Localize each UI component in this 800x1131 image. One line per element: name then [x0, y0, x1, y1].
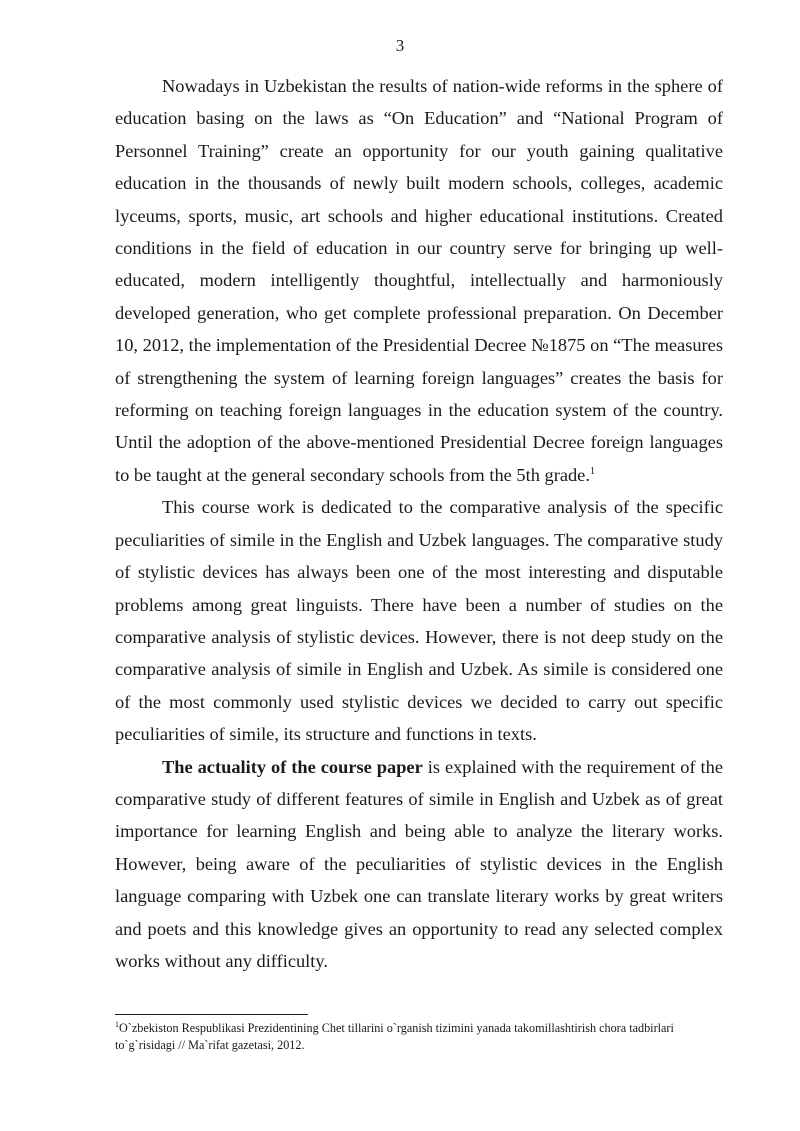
- paragraph-introduction: [115, 70, 723, 491]
- page-number: 3: [395, 36, 405, 55]
- paragraph-introduction-text: Nowadays in Uzbekistan the results of nation-wide reforms in the sphere of education basing on the laws as “On Education” and “National Program of Personnel Training” create an opportunity for our youth gaining qualitative education in the thousands of newly built modern schools, colleges, academic lyceums, sports, music, art schools and higher educational institutions. Created conditions in the field of education in our country serve for bringing up well-educated, modern intelligently thoughtful, intellectually and harmoniously developed generation, who get complete professional preparation. On December 10, 2012, the implementation of the Presidential Decree №1875 on “The measures of strengthening the system of learning foreign languages” creates the basis for reforming on teaching foreign languages in the education system of the country. Until the adoption of the above-mentioned Presidential Decree foreign languages to be taught at the general secondary schools from the 5th grade.: [115, 76, 723, 485]
- footnote-divider: [115, 1014, 308, 1015]
- footnote-text: O`zbekiston Respublikasi Prezidentining Chet tillarini o`rganish tizimini yanada takomillashtirish chora tadbirlari to`g`risidagi // Ma`rifat gazetasi, 2012.: [115, 1021, 674, 1052]
- paragraph-course-work: This course work is dedicated to the comparative analysis of the specific peculiarities of simile in the English and Uzbek languages. The comparative study of stylistic devices has always been one of the most interesting and disputable problems among great linguists. There have been a number of studies on the comparative analysis of stylistic devices. However, there is not deep study on the comparative analysis of simile in English and Uzbek. As simile is considered one of the most commonly used stylistic devices we decided to carry out specific peculiarities of simile, its structure and functions in texts.: [115, 497, 723, 745]
- body-text: [115, 70, 723, 977]
- footnote-reference[interactable]: 1: [589, 465, 595, 477]
- actuality-heading: The actuality of the course paper: [162, 756, 423, 777]
- footnote-marker: 1: [115, 1019, 119, 1029]
- paragraph-actuality: [115, 751, 723, 978]
- paragraph-actuality-text: is explained with the requirement of the comparative study of different features of simile in English and Uzbek as of great importance for learning English and being able to analyze the literary works. However, being aware of the peculiarities of stylistic devices in the English language comparing with Uzbek one can translate literary works by great writers and poets and this knowledge gives an opportunity to read any selected complex works without any difficulty.: [115, 756, 724, 971]
- footnote: [115, 1020, 727, 1054]
